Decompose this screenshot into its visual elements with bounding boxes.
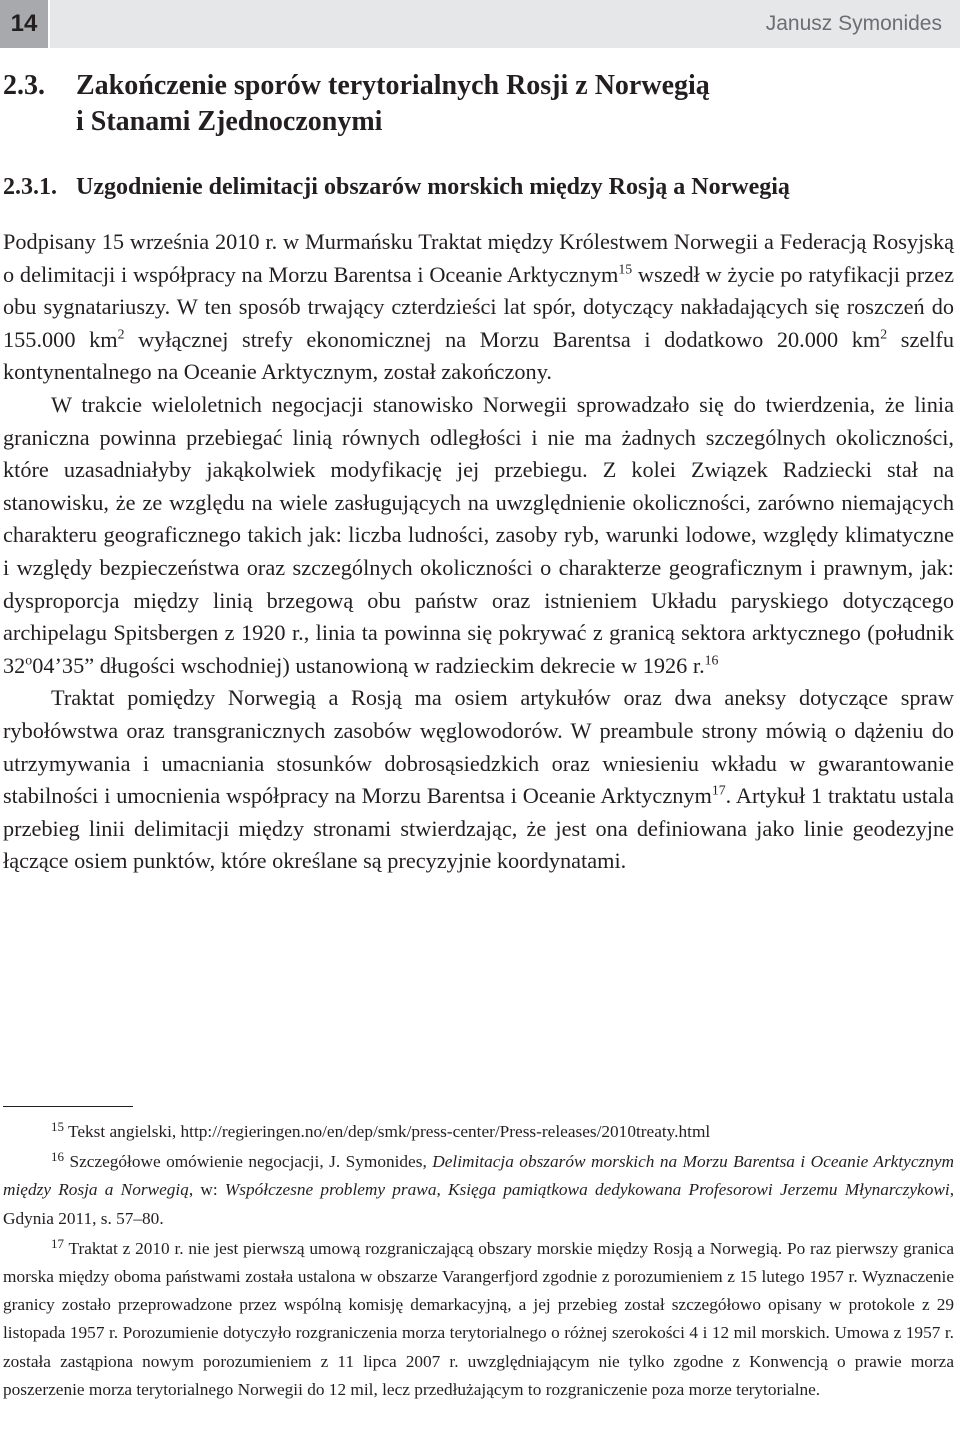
footnote-17-number: 17 <box>51 1235 64 1251</box>
header-strip <box>50 0 960 48</box>
paragraph-1-text-c: wyłącznej strefy ekonomicznej na Morzu Barentsa i dodatkowo 20.000 km <box>124 326 881 352</box>
paragraph-1-text-b: wszedł w życie po ratyfikacji przez obu sygnatariuszy. W ten sposób trwający czterdzieści lat spór, dotyczący nakładających się roszczeń do 155.000 km <box>3 261 954 352</box>
footnote-15-text: Tekst angielski, http://regieringen.no/en/dep/smk/press-center/Press-releases/2010treaty.html <box>64 1122 711 1141</box>
footnotes <box>3 1118 954 1404</box>
superscript-km2-2: 2 <box>880 326 888 342</box>
superscript-degree: o <box>25 652 33 668</box>
section-title <box>76 68 710 140</box>
paragraph-2-text-a: W trakcie wieloletnich negocjacji stanowisko Norwegii sprowadzało się do twierdzenia, że linia graniczna powinna przebiegać linią równych odległości i nie ma żadnych szczególnych okoliczności, które uzasadniałyby jakąkolwiek modyfikację jej przebiegu. Z kolei Związek Radziecki stał na stanowisku, że ze względu na wiele zasługujących na uwzględnienie okoliczności, zarówno niemających charakteru geograficznego takich jak: liczba ludności, zasoby ryb, warunki lodowe, względy klimatyczne i względy bezpieczeństwa oraz szczególnych okoliczności o charakterze geograficznym i prawnym, jak: dysproporcja między linią brzegową obu państw oraz istnieniem Układu paryskiego dotyczącego archipelagu Spitsbergen z 1920 r., linia ta powinna się pokrywać z granicą sektora arktycznego (południk 32 <box>3 391 954 678</box>
paragraph-2-text-b: 04’35” długości wschodniej) ustanowioną w radzieckim dekrecie w 1926 r. <box>32 652 705 678</box>
paragraph-1 <box>3 226 954 389</box>
footnote-16-title-1: Delimitacja obszarów morskich na Morzu Barentsa i Oceanie Arktycznym między Rosja a Norwegią <box>3 1152 954 1200</box>
footnote-ref-16[interactable]: 16 <box>704 652 719 668</box>
page-number: 14 <box>0 0 48 48</box>
footnote-16-text-b: , w: <box>188 1180 225 1200</box>
running-head-author: Janusz Symonides <box>765 12 942 35</box>
section-title-line-2: i Stanami Zjednoczonymi <box>76 106 383 137</box>
footnote-16-number: 16 <box>51 1149 64 1165</box>
body-text <box>3 226 954 878</box>
subsection-heading <box>3 172 954 202</box>
subsection-title: Uzgodnienie delimitacji obszarów morskich między Rosją a Norwegią <box>76 174 790 200</box>
paragraph-1-text-d: szelfu kontynentalnego na Oceanie Arktycznym, został zakończony. <box>3 326 955 385</box>
footnote-16 <box>3 1148 954 1233</box>
paragraph-1-text-a: Podpisany 15 września 2010 r. w Murmańsku Traktat między Królestwem Norwegii a Federacją Rosyjską o delimitacji i współpracy na Morzu Barentsa i Oceanie Arktycznym <box>3 229 954 287</box>
main-content <box>3 68 954 878</box>
footnote-16-title-2: Współczesne problemy prawa, Księga pamiątkowa dedykowana Profesorowi Jerzemu Młynarczykowi <box>224 1180 950 1200</box>
paragraph-3 <box>3 682 954 878</box>
page-header <box>0 0 960 48</box>
paragraph-3-text-a: Traktat pomiędzy Norwegią a Rosją ma osiem artykułów oraz dwa aneksy dotyczące spraw rybołówstwa oraz transgranicznych zasobów węglowodorów. W preambule strony mówią o dążeniu do utrzymywania i umacniania stosunków dobrosąsiedzkich oraz wniesieniu wkładu w gwarantowanie stabilności i umocnienia współpracy na Morzu Barentsa i Oceanie Arktycznym <box>3 685 954 809</box>
footnote-17-text: Traktat z 2010 r. nie jest pierwszą umową rozgraniczającą obszary morskie między Rosją a Norwegią. Po raz pierwszy granica morska między oboma państwami została ustalona w obszarze Varangerfjord zgodnie z porozumieniem z 15 lutego 1957 r. Wyznaczenie granicy zostało przeprowadzone przez wspólną komisję demarkacyjną, a jej przebieg został szczegółowo opisany w protokole z 29 listopada 1957 r. Porozumienie dotyczyło rozgraniczenia morza terytorialnego o różnej szerokości 4 i 12 mil morskich. Umowa z 1957 r. została zastąpiona nowym porozumieniem z 11 lipca 2007 r. uwzględniającym nie tylko zgodne z Konwencją o prawie morza poszerzenie morza terytorialnego Norwegii do 12 mil, lecz przedłużającym to rozgraniczenie poza morze terytorialne. <box>3 1238 954 1399</box>
section-number: 2.3. <box>3 70 45 101</box>
footnote-separator <box>3 1106 133 1107</box>
section-title-line-1: Zakończenie sporów terytorialnych Rosji z Norwegią <box>76 70 710 101</box>
subsection-number: 2.3.1. <box>3 174 57 200</box>
footnote-ref-17[interactable]: 17 <box>711 782 726 798</box>
footnote-15 <box>3 1118 954 1146</box>
footnote-16-text-c: , Gdynia 2011, s. 57–80. <box>3 1180 955 1228</box>
section-heading <box>3 68 954 140</box>
paragraph-3-text-b: . Artykuł 1 traktatu ustala przebieg linii delimitacji między stronami stwierdzając, że jest ona definiowana jako linie geodezyjne łączące osiem punktów, które określane są precyzyjnie koordynatami. <box>3 783 954 874</box>
paragraph-2 <box>3 389 954 682</box>
footnote-17 <box>3 1235 954 1404</box>
footnote-15-number: 15 <box>51 1119 64 1135</box>
footnote-16-text-a: Szczegółowe omówienie negocjacji, J. Symonides, <box>64 1152 433 1172</box>
footnote-ref-15[interactable]: 15 <box>618 261 633 277</box>
superscript-km2-1: 2 <box>117 326 125 342</box>
